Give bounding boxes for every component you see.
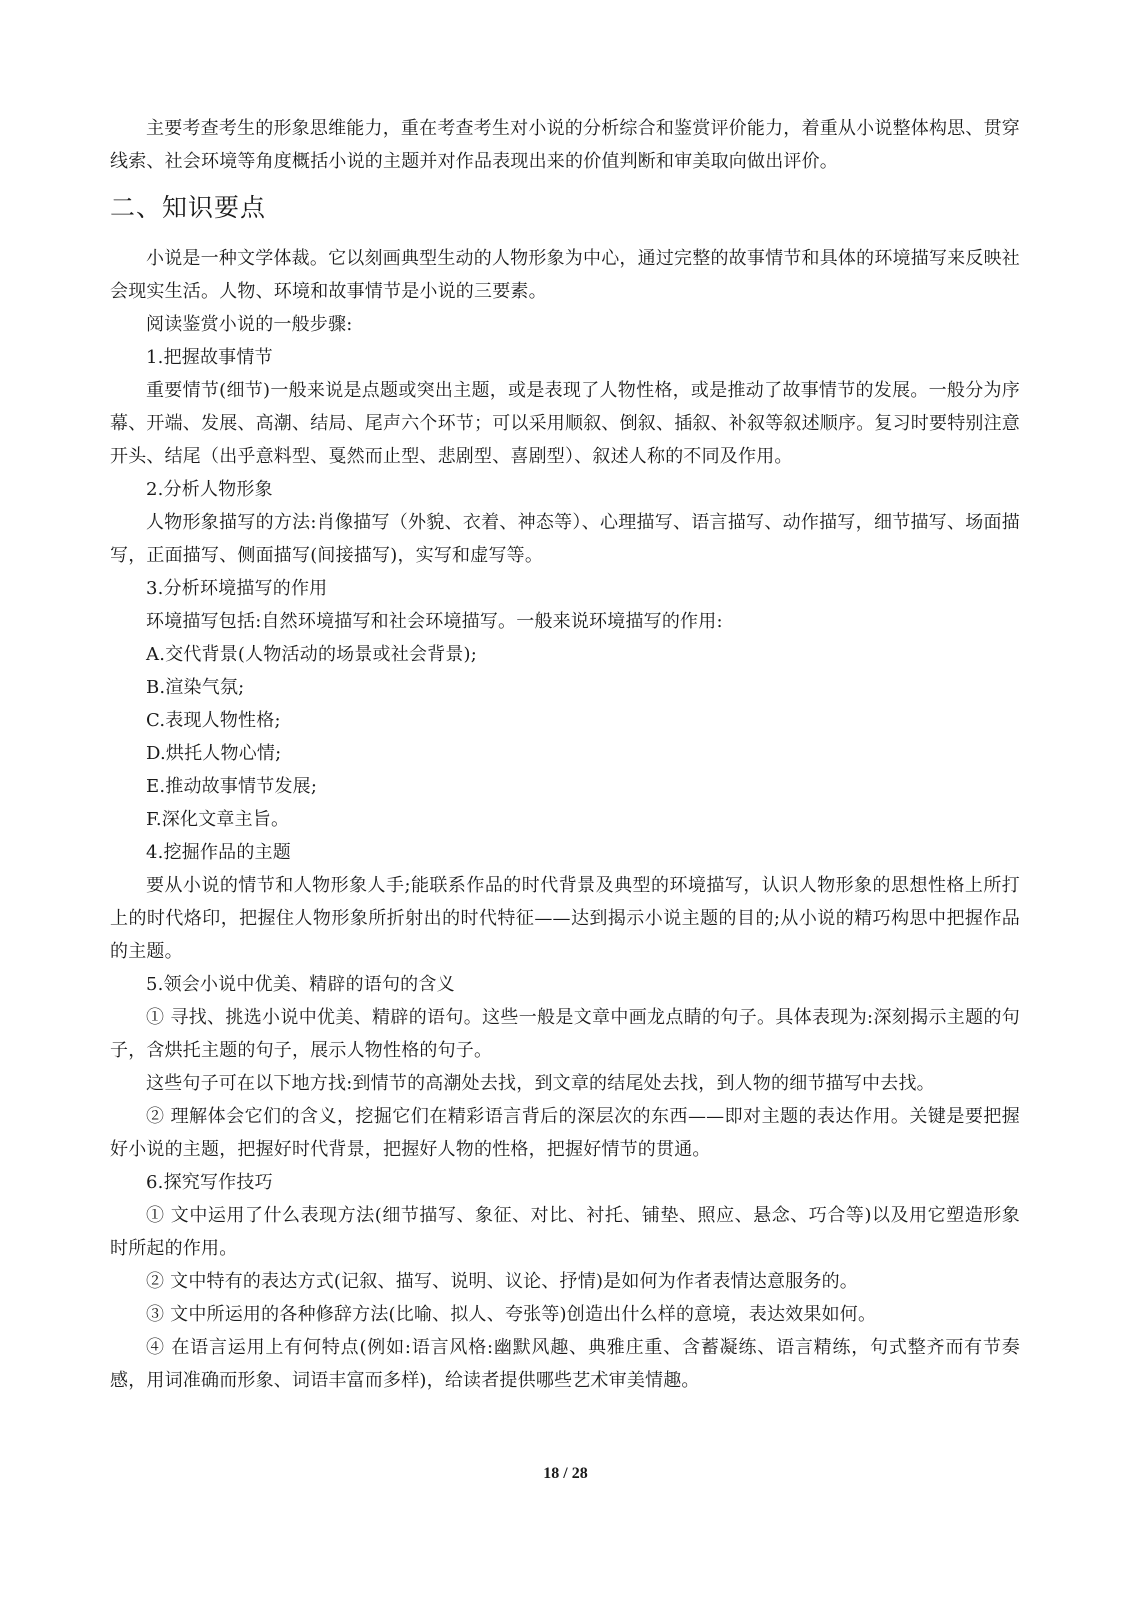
page-number: 18 / 28 bbox=[543, 1465, 588, 1482]
list-item-e: E.推动故事情节发展; bbox=[146, 776, 318, 797]
paragraph-theme: 要从小说的情节和人物形象人手;能联系作品的时代背景及典型的环境描写，认识人物形象的思想性格上所打上的时代烙印，把握住人物形象所折射出的时代特征——达到揭示小说主题的目的;从小说的精巧构思中把握作品的主题。 bbox=[110, 875, 1020, 962]
paragraph-plot: 重要情节(细节)一般来说是点题或突出主题，或是表现了人物性格，或是推动了故事情节的发展。一般分为序幕、开端、发展、高潮、结局、尾声六个环节；可以采用顺叙、倒叙、插叙、补叙等叙述顺序。复习时要特别注意开头、结尾（出乎意料型、戛然而止型、悲剧型、喜剧型）、叙述人称的不同及作用。 bbox=[110, 380, 1020, 467]
list-item-c: C.表现人物性格; bbox=[146, 710, 281, 731]
list-item-b: B.渲染气氛; bbox=[146, 677, 245, 698]
intro-paragraph: 主要考查考生的形象思维能力，重在考查考生对小说的分析综合和鉴赏评价能力，着重从小说整体构思、贯穿线索、社会环境等角度概括小说的主题并对作品表现出来的价值判断和审美取向做出评价。 bbox=[110, 118, 1020, 172]
paragraph-novel-definition: 小说是一种文学体裁。它以刻画典型生动的人物形象为中心，通过完整的故事情节和具体的环境描写来反映社会现实生活。人物、环境和故事情节是小说的三要素。 bbox=[110, 248, 1020, 302]
step-heading-4: 4.挖掘作品的主题 bbox=[146, 842, 291, 863]
section-title: 二、知识要点 bbox=[110, 193, 267, 222]
list-item-d: D.烘托人物心情; bbox=[146, 743, 282, 764]
step-heading-2: 2.分析人物形象 bbox=[146, 479, 273, 500]
list-item-f: F.深化文章主旨。 bbox=[146, 809, 290, 830]
document-page bbox=[110, 112, 1020, 1397]
paragraph-character: 人物形象描写的方法:肖像描写（外貌、衣着、神态等）、心理描写、语言描写、动作描写，细节描写、场面描写，正面描写、侧面描写(间接描写)，实写和虚写等。 bbox=[110, 512, 1020, 566]
paragraph-technique-3: ③ 文中所运用的各种修辞方法(比喻、拟人、夸张等)创造出什么样的意境，表达效果如何。 bbox=[146, 1304, 877, 1325]
paragraph-understand-meaning: ② 理解体会它们的含义，挖掘它们在精彩语言背后的深层次的东西——即对主题的表达作用。关键是要把握好小说的主题，把握好时代背景，把握好人物的性格，把握好情节的贯通。 bbox=[110, 1106, 1020, 1160]
paragraph-environment: 环境描写包括:自然环境描写和社会环境描写。一般来说环境描写的作用: bbox=[146, 611, 723, 632]
step-heading-1: 1.把握故事情节 bbox=[146, 347, 273, 368]
step-heading-5: 5.领会小说中优美、精辟的语句的含义 bbox=[146, 974, 455, 995]
list-item-a: A.交代背景(人物活动的场景或社会背景); bbox=[146, 644, 478, 665]
paragraph-technique-4: ④ 在语言运用上有何特点(例如:语言风格:幽默风趣、典雅庄重、含蓄凝练、语言精练，句式整齐而有节奏感，用词准确而形象、词语丰富而多样)，给读者提供哪些艺术审美情趣。 bbox=[110, 1337, 1020, 1391]
paragraph-steps-intro: 阅读鉴赏小说的一般步骤: bbox=[146, 314, 353, 335]
paragraph-technique-1: ① 文中运用了什么表现方法(细节描写、象征、对比、衬托、铺垫、照应、悬念、巧合等)以及用它塑造形象时所起的作用。 bbox=[110, 1205, 1020, 1259]
paragraph-find-sentences: ① 寻找、挑选小说中优美、精辟的语句。这些一般是文章中画龙点睛的句子。具体表现为:深刻揭示主题的句子，含烘托主题的句子，展示人物性格的句子。 bbox=[110, 1007, 1020, 1061]
step-heading-3: 3.分析环境描写的作用 bbox=[146, 578, 328, 599]
step-heading-6: 6.探究写作技巧 bbox=[146, 1172, 273, 1193]
paragraph-where-to-find: 这些句子可在以下地方找:到情节的高潮处去找，到文章的结尾处去找，到人物的细节描写中去找。 bbox=[146, 1073, 935, 1094]
paragraph-technique-2: ② 文中特有的表达方式(记叙、描写、说明、议论、抒情)是如何为作者表情达意服务的。 bbox=[146, 1271, 858, 1292]
